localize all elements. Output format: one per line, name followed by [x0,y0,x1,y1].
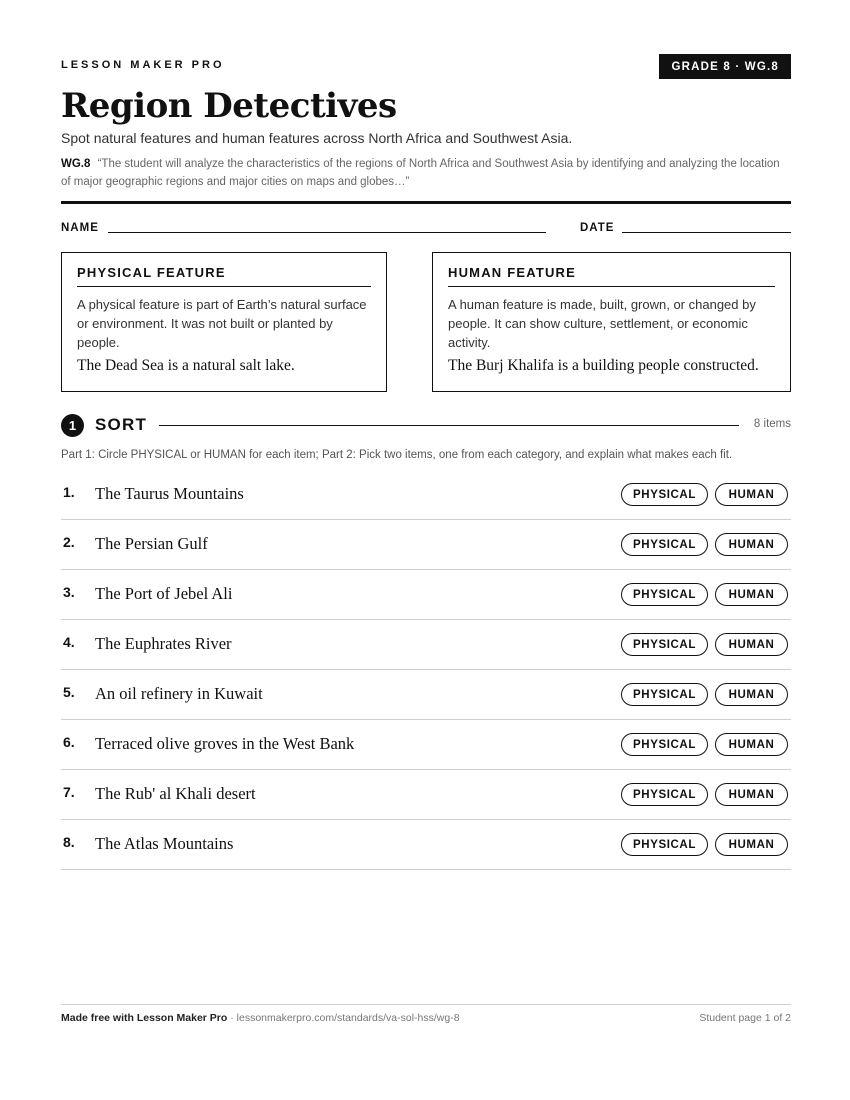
standard-quote [61,155,786,191]
list-item [61,670,791,720]
footer-page-number: Student page 1 of 2 [699,1012,791,1024]
item-number: 3. [63,584,75,600]
human-feature-example: The Burj Khalifa is a building people constructed. [448,357,759,374]
footer-credit [61,1012,460,1024]
human-choice-button[interactable]: HUMAN [715,483,788,506]
list-item [61,470,791,520]
human-feature-box [432,252,791,392]
standard-code: WG.8 [61,158,91,170]
list-item [61,520,791,570]
item-number: 6. [63,734,75,750]
footer-url: · lessonmakerpro.com/standards/va-sol-hss/wg-8 [227,1012,460,1024]
human-choice-button[interactable]: HUMAN [715,783,788,806]
page-subtitle: Spot natural features and human features across North Africa and Southwest Asia. [61,130,573,146]
item-count: 8 items [753,418,791,430]
item-number: 5. [63,684,75,700]
header-divider [61,201,791,204]
item-text: The Persian Gulf [95,534,208,553]
item-number: 4. [63,634,75,650]
list-item [61,770,791,820]
physical-choice-button[interactable]: PHYSICAL [621,783,708,806]
grade-badge: GRADE 8 · WG.8 [659,54,791,79]
brand-name: LESSON MAKER PRO [61,59,225,71]
name-field[interactable] [108,232,546,233]
physical-choice-button[interactable]: PHYSICAL [621,833,708,856]
item-text: The Euphrates River [95,634,232,653]
date-field[interactable] [622,232,791,233]
human-feature-title: HUMAN FEATURE [448,265,775,287]
item-number: 8. [63,834,75,850]
section-title: SORT [95,415,148,434]
item-text: An oil refinery in Kuwait [95,684,263,703]
list-item [61,570,791,620]
footer-divider [61,1004,791,1005]
physical-choice-button[interactable]: PHYSICAL [621,483,708,506]
human-choice-button[interactable]: HUMAN [715,833,788,856]
list-item [61,720,791,770]
date-label: DATE [580,222,615,234]
page-title: Region Detectives [61,86,397,126]
human-choice-button[interactable]: HUMAN [715,683,788,706]
sort-section-header [61,414,791,438]
name-label: NAME [61,222,99,234]
physical-feature-title: PHYSICAL FEATURE [77,265,371,287]
item-text: The Port of Jebel Ali [95,584,233,603]
name-date-row [61,221,791,237]
sort-instructions: Part 1: Circle PHYSICAL or HUMAN for each item; Part 2: Pick two items, one from each category, and explain what makes each fit. [61,449,733,461]
physical-choice-button[interactable]: PHYSICAL [621,633,708,656]
human-choice-button[interactable]: HUMAN [715,633,788,656]
human-choice-button[interactable]: HUMAN [715,533,788,556]
physical-choice-button[interactable]: PHYSICAL [621,533,708,556]
footer-made-with: Made free with Lesson Maker Pro [61,1012,228,1024]
standard-text: “The student will analyze the characteristics of the regions of North Africa and Southwest Asia by identifying and analyzing the location of major geographic regions and major cities on maps and globes…” [61,158,780,188]
human-choice-button[interactable]: HUMAN [715,583,788,606]
item-number: 7. [63,784,75,800]
section-divider [159,425,739,426]
physical-choice-button[interactable]: PHYSICAL [621,583,708,606]
human-choice-button[interactable]: HUMAN [715,733,788,756]
physical-choice-button[interactable]: PHYSICAL [621,733,708,756]
sort-item-list [61,470,791,870]
section-number-badge: 1 [61,414,84,437]
item-text: The Atlas Mountains [95,834,234,853]
physical-feature-box [61,252,387,392]
physical-choice-button[interactable]: PHYSICAL [621,683,708,706]
item-text: Terraced olive groves in the West Bank [95,734,355,753]
list-item [61,820,791,870]
human-feature-definition: A human feature is made, built, grown, or changed by people. It can show culture, settlement, or economic activity. [448,297,756,350]
item-text: The Taurus Mountains [95,484,244,503]
physical-feature-definition: A physical feature is part of Earth’s natural surface or environment. It was not built or planted by people. [77,297,367,350]
item-text: The Rub' al Khali desert [95,784,256,803]
item-number: 2. [63,534,75,550]
item-number: 1. [63,484,75,500]
list-item [61,620,791,670]
worksheet-page [61,0,791,1100]
physical-feature-example: The Dead Sea is a natural salt lake. [77,357,295,374]
